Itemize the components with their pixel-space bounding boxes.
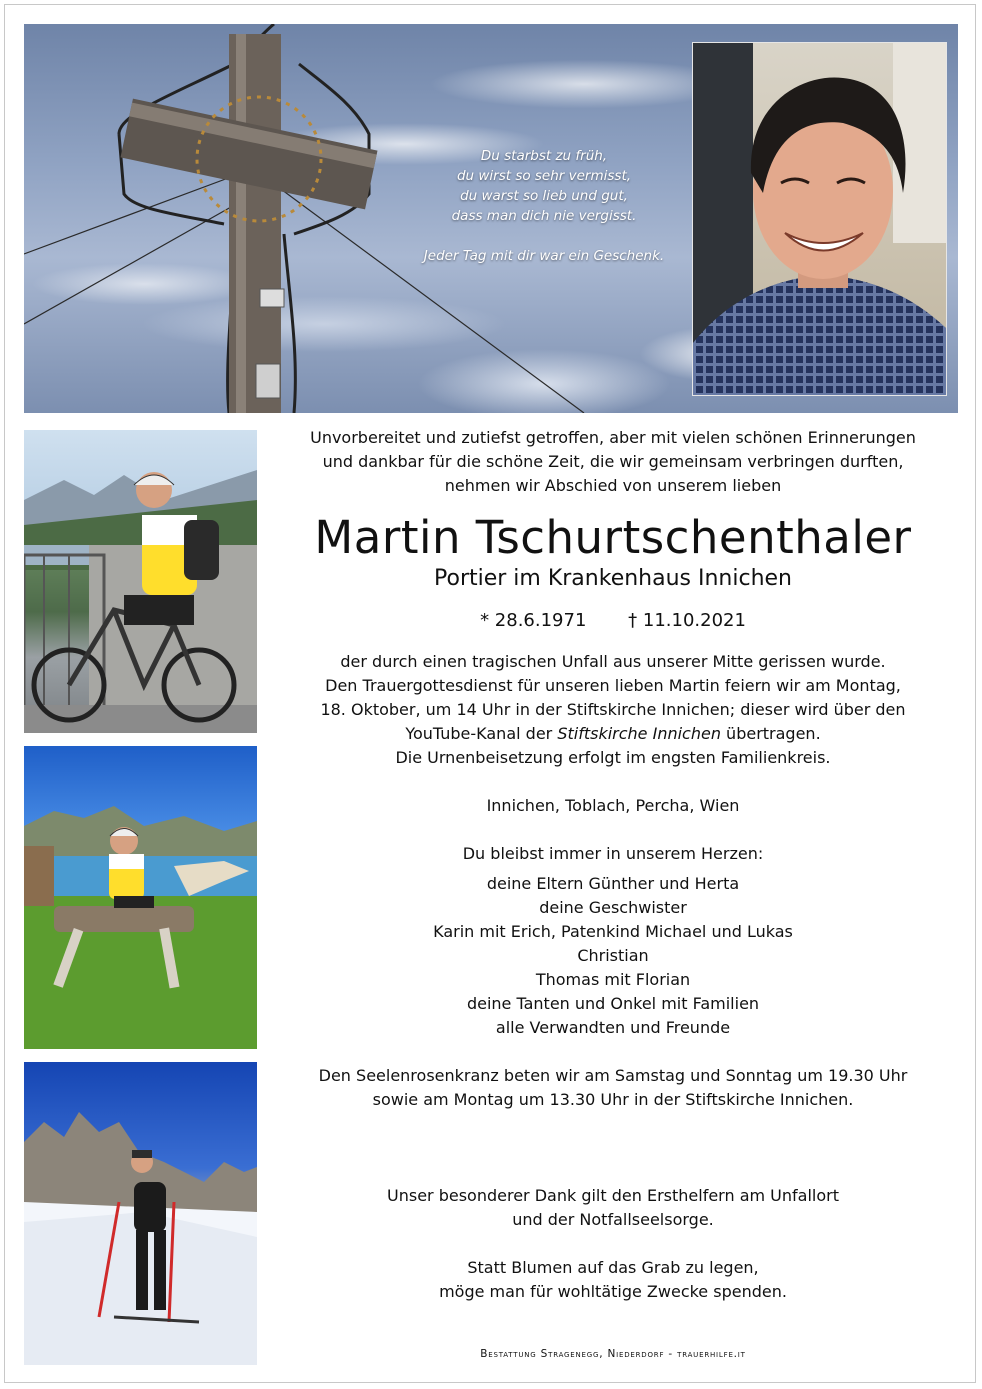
- life-dates: [276, 608, 950, 634]
- family-member: deine Eltern Günther und Herta: [486, 874, 740, 893]
- portrait-photo: [692, 42, 947, 396]
- photo-skier-mountains: [24, 1062, 257, 1365]
- body-text: YouTube-Kanal der: [405, 724, 558, 743]
- family-member: Christian: [577, 946, 649, 965]
- intro-line: und dankbar für die schöne Zeit, die wir gemeinsam verbringen durften,: [322, 452, 904, 471]
- photo-rider-wooden-cow: [24, 746, 257, 1049]
- memorial-quote: [379, 146, 709, 266]
- quote-line: dass man dich nie vergisst.: [451, 208, 637, 224]
- intro-line: nehmen wir Abschied von unserem lieben: [444, 476, 782, 495]
- birth-date: * 28.6.1971: [480, 610, 587, 631]
- family-member: deine Geschwister: [539, 898, 687, 917]
- death-date: † 11.10.2021: [628, 610, 746, 631]
- heart-line: Du bleibst immer in unserem Herzen:: [462, 844, 764, 863]
- family-member: alle Verwandten und Freunde: [495, 1018, 731, 1037]
- body-text: übertragen.: [720, 724, 821, 743]
- obituary-text: [276, 426, 950, 1304]
- funeral-home-footer: Bestattung Stragenegg, Niederdorf - trauerhilfe.it: [480, 1348, 746, 1360]
- deceased-name: Martin Tschurtschenthaler: [314, 511, 912, 564]
- thanks-line: und der Notfallseelsorge.: [512, 1210, 714, 1229]
- photo-cyclist-bridge: [24, 430, 257, 733]
- quote-line: Du starbst zu früh,: [480, 148, 608, 164]
- rosary-line: Den Seelenrosenkranz beten wir am Samstag und Sonntag um 19.30 Uhr: [318, 1066, 908, 1085]
- body-line: 18. Oktober, um 14 Uhr in der Stiftskirche Innichen; dieser wird über den: [320, 700, 906, 719]
- flowers-line: möge man für wohltätige Zwecke spenden.: [439, 1282, 787, 1301]
- thanks-line: Unser besonderer Dank gilt den Ersthelfern am Unfallort: [387, 1186, 839, 1205]
- body-line: Die Urnenbeisetzung erfolgt im engsten Familienkreis.: [395, 748, 831, 767]
- intro-line: Unvorbereitet und zutiefst getroffen, aber mit vielen schönen Erinnerungen: [310, 428, 916, 447]
- places: Innichen, Toblach, Percha, Wien: [486, 796, 740, 815]
- deceased-role: Portier im Krankenhaus Innichen: [434, 566, 792, 591]
- family-member: Thomas mit Florian: [535, 970, 691, 989]
- body-line: der durch einen tragischen Unfall aus unserer Mitte gerissen wurde.: [340, 652, 886, 671]
- body-line-youtube: [276, 722, 950, 746]
- church-name: Stiftskirche Innichen: [557, 724, 721, 743]
- family-member: deine Tanten und Onkel mit Familien: [466, 994, 760, 1013]
- obituary-body: [276, 650, 950, 1304]
- flowers-line: Statt Blumen auf das Grab zu legen,: [467, 1258, 759, 1277]
- quote-line: du warst so lieb und gut,: [460, 188, 628, 204]
- body-line: Den Trauergottesdienst für unseren lieben Martin feiern wir am Montag,: [325, 676, 901, 695]
- family-member: Karin mit Erich, Patenkind Michael und Lukas: [433, 922, 793, 941]
- quote-closing: Jeder Tag mit dir war ein Geschenk.: [423, 248, 665, 264]
- quote-line: du wirst so sehr vermisst,: [456, 168, 632, 184]
- intro-paragraph: [276, 426, 950, 498]
- rosary-line: sowie am Montag um 13.30 Uhr in der Stiftskirche Innichen.: [372, 1090, 854, 1109]
